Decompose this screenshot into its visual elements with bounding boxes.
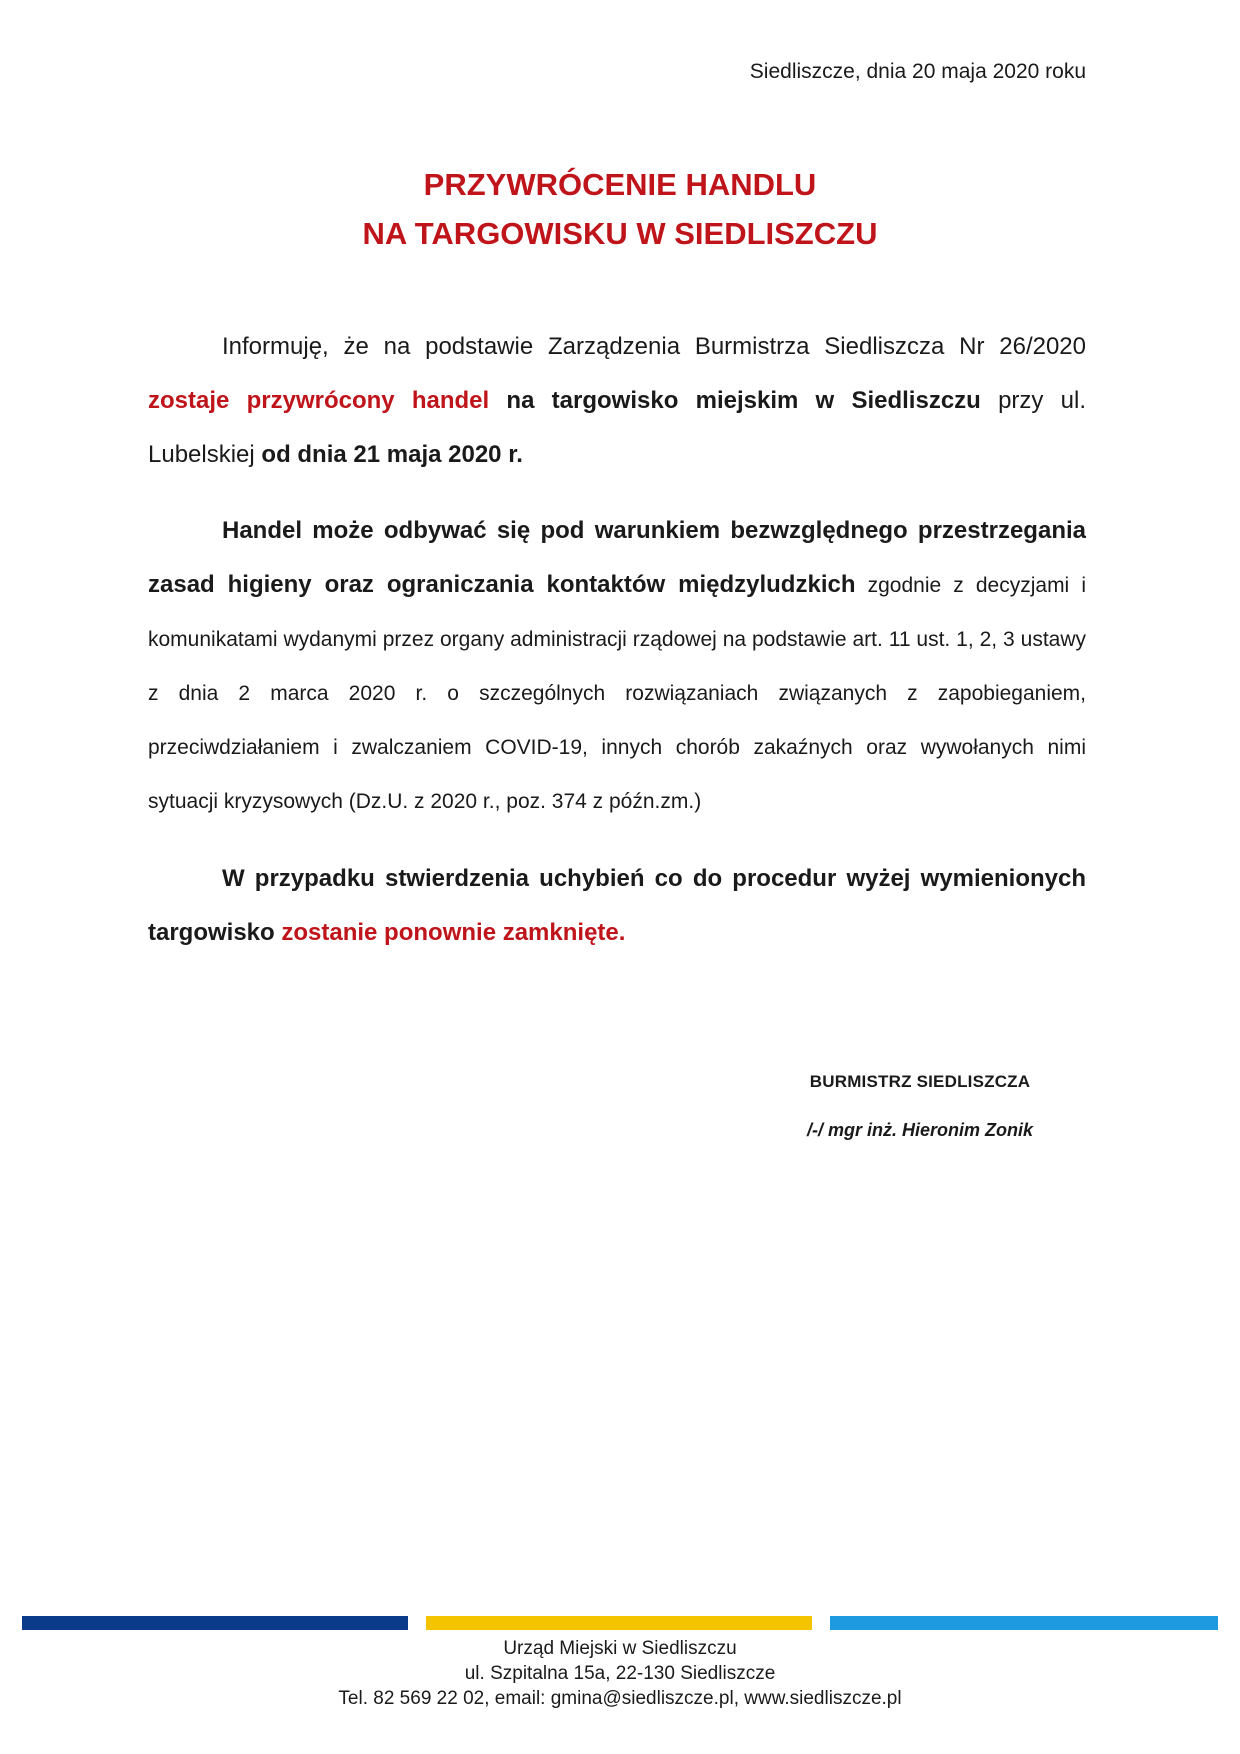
signature-name: /-/ mgr inż. Hieronim Zonik xyxy=(806,1120,1033,1140)
bar-light-blue xyxy=(830,1616,1218,1630)
document-title xyxy=(0,160,1240,258)
highlight-date: od dnia 21 maja 2020 r. xyxy=(261,441,523,468)
highlight-closed: zostanie ponownie zamknięte. xyxy=(281,919,626,946)
paragraph-3: W przypadku stwierdzenia uchybień co do procedur wyżej wymienionych targowisko zostanie ponownie zamknięte. xyxy=(148,865,1086,946)
footer-color-bars xyxy=(22,1616,1218,1630)
bar-blue xyxy=(22,1616,408,1630)
footer-address xyxy=(0,1636,1240,1711)
title-line-2: NA TARGOWISKU W SIEDLISZCZU xyxy=(362,216,878,251)
footer-street: ul. Szpitalna 15a, 22-130 Siedliszcze xyxy=(464,1663,776,1684)
signature-title: BURMISTRZ SIEDLISZCZA xyxy=(809,1072,1031,1091)
highlight-restored: zostaje przywrócony handel xyxy=(148,387,490,414)
footer-contact: Tel. 82 569 22 02, email: gmina@siedliszcze.pl, www.siedliszcze.pl xyxy=(338,1688,902,1709)
footer-office: Urząd Miejski w Siedliszczu xyxy=(503,1638,737,1659)
signature-block xyxy=(780,1072,1060,1141)
date-line: Siedliszcze, dnia 20 maja 2020 roku xyxy=(749,60,1086,83)
document-body xyxy=(148,320,1086,960)
title-line-1: PRZYWRÓCENIE HANDLU xyxy=(423,167,817,202)
bar-yellow xyxy=(426,1616,812,1630)
paragraph-1: Informuję, że na podstawie Zarządzenia Burmistrza Siedliszcza Nr 26/2020 zostaje przywrócony handel na targowisko miejskim w Siedliszczu przy ul. Lubelskiej od dnia 21 maja 2020 r. xyxy=(148,333,1086,468)
paragraph-2: Handel może odbywać się pod warunkiem bezwzględnego przestrzegania zasad higieny oraz ograniczania kontaktów międzyludzkich zgodnie z decyzjami i komunikatami wydanymi przez organy administracji rządowej na podstawie art. 11 ust. 1, 2, 3 ustawy z dnia 2 marca 2020 r. o szczególnych rozwiązaniach związanych z zapobieganiem, przeciwdziałaniem i zwalczaniem COVID-19, innych chorób zakaźnych oraz wywołanych nimi sytuacji kryzysowych (Dz.U. z 2020 r., poz. 374 z późn.zm.) xyxy=(148,517,1086,813)
